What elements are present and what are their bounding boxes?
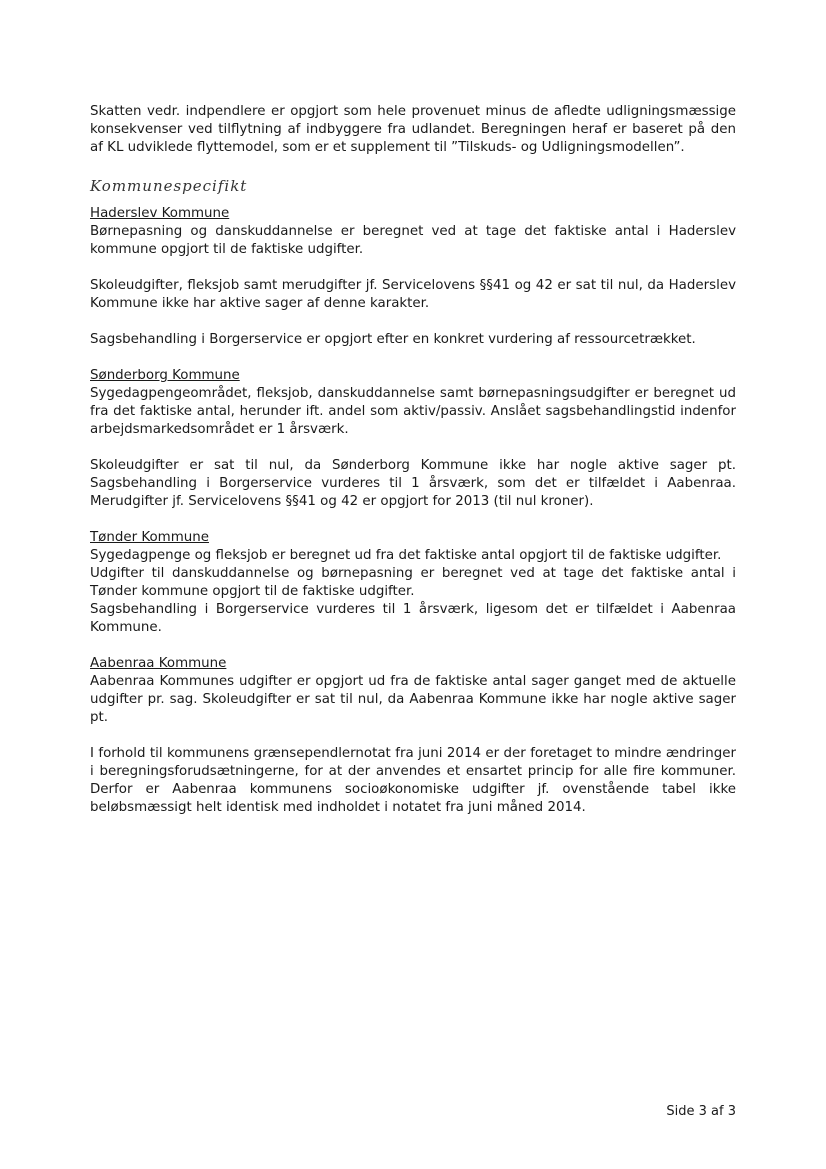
- haderslev-paragraph-3: Sagsbehandling i Borgerservice er opgjort efter en konkret vurdering af ressourcetrækket.: [90, 332, 696, 347]
- closing-paragraph: I forhold til kommunens grænsependlernotat fra juni 2014 er der foretaget to mindre ændringer i beregningsforudsætningerne, for at der anvendes et ensartet princip for alle fire kommuner. Derfor er Aabenraa kommunens socioøkonomiske udgifter jf. ovenstående tabel ikke beløbsmæssigt helt identisk med indholdet i notatet fra juni måned 2014.: [90, 746, 736, 815]
- sonderborg-heading: Sønderborg Kommune: [90, 368, 240, 383]
- haderslev-heading: Haderslev Kommune: [90, 206, 230, 221]
- section-heading: Kommunespecifikt: [90, 177, 248, 195]
- sonderborg-paragraph-2: Skoleudgifter er sat til nul, da Sønderborg Kommune ikke har nogle aktive sager pt. Sagsbehandling i Borgerservice vurderes til 1 årsværk, som det er tilfældet i Aabenraa. Merudgifter jf. Servicelovens §§41 og 42 er opgjort for 2013 (til nul kroner).: [90, 458, 736, 509]
- tonder-heading: Tønder Kommune: [90, 530, 209, 545]
- aabenraa-paragraph-1: Aabenraa Kommunes udgifter er opgjort ud fra de faktiske antal sager ganget med de aktuelle udgifter pr. sag. Skoleudgifter er sat til nul, da Aabenraa Kommune ikke har nogle aktive sager pt.: [90, 674, 736, 725]
- tonder-paragraph-2: Udgifter til danskuddannelse og børnepasning er beregnet ved at tage det faktiske antal i Tønder kommune opgjort til de faktiske udgifter.: [90, 566, 736, 599]
- sonderborg-paragraph-1: Sygedagpengeområdet, fleksjob, danskuddannelse samt børnepasningsudgifter er beregnet ud fra det faktiske antal, herunder ift. andel som aktiv/passiv. Anslået sagsbehandlingstid indenfor arbejdsmarkedsområdet er 1 årsværk.: [90, 386, 736, 437]
- sonderborg-section: [90, 367, 736, 511]
- page-number: Side 3 af 3: [666, 1104, 736, 1119]
- haderslev-section: [90, 205, 736, 349]
- haderslev-paragraph-1: Børnepasning og danskuddannelse er beregnet ved at tage det faktiske antal i Haderslev kommune opgjort til de faktiske udgifter.: [90, 224, 736, 257]
- tonder-paragraph-1: Sygedagpenge og fleksjob er beregnet ud fra det faktiske antal opgjort til de faktiske udgifter.: [90, 548, 722, 563]
- aabenraa-section: [90, 655, 736, 727]
- aabenraa-heading: Aabenraa Kommune: [90, 656, 227, 671]
- tonder-section: [90, 529, 736, 637]
- intro-paragraph: Skatten vedr. indpendlere er opgjort som hele provenuet minus de afledte udligningsmæssige konsekvenser ved tilflytning af indbyggere fra udlandet. Beregningen heraf er baseret på den af KL udviklede flyttemodel, som er et supplement til ”Tilskuds- og Udligningsmodellen”.: [90, 104, 736, 155]
- tonder-paragraph-3: Sagsbehandling i Borgerservice vurderes til 1 årsværk, ligesom det er tilfældet i Aabenraa Kommune.: [90, 602, 736, 635]
- haderslev-paragraph-2: Skoleudgifter, fleksjob samt merudgifter jf. Servicelovens §§41 og 42 er sat til nul, da Haderslev Kommune ikke har aktive sager af denne karakter.: [90, 278, 736, 311]
- page-body: [90, 103, 736, 817]
